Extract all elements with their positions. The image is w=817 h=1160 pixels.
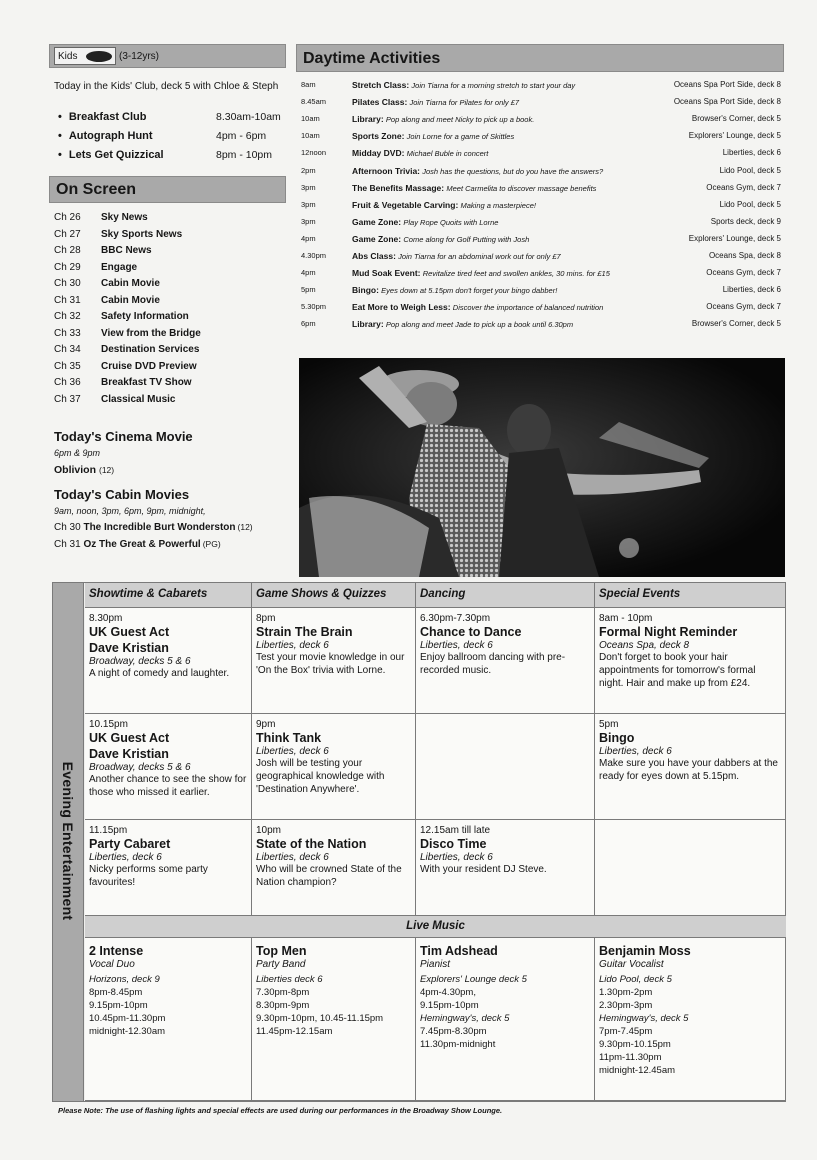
event-name: Party Cabaret [89, 837, 171, 851]
daytime-location: Liberties, deck 6 [722, 285, 781, 295]
event-location: Oceans Spa, deck 8 [599, 640, 690, 651]
event-time: 9pm [256, 719, 276, 730]
daytime-activity-name: Game Zone: [352, 216, 402, 227]
live-music-header: Live Music [85, 916, 786, 938]
act-time: 11.45pm-12.15am [256, 1026, 333, 1037]
daytime-time: 3pm [301, 199, 316, 209]
act-time: 4pm-4.30pm, [420, 987, 476, 998]
event-time: 10.15pm [89, 719, 128, 730]
daytime-activity-name: Afternoon Trivia: [352, 165, 421, 176]
cabin-film-rating: (12) [237, 522, 253, 532]
act-venue: Hemingway's, deck 5 [599, 1013, 689, 1024]
act-time: 10.45pm-11.30pm [89, 1013, 166, 1024]
channel-number: Ch 37 [54, 393, 81, 405]
evening-entertainment [52, 582, 786, 1102]
event-description: With your resident DJ Steve. [420, 864, 547, 875]
act-time: 9.15pm-10pm [89, 1000, 148, 1011]
cinema-film-name: Oblivion [54, 464, 96, 476]
act-time: 8.30pm-9pm [256, 1000, 310, 1011]
channel-row [54, 377, 192, 388]
daytime-row [301, 234, 781, 244]
daytime-location: Explorers' Lounge, deck 5 [688, 233, 781, 243]
act-role: Guitar Vocalist [599, 959, 664, 970]
event-time: 8am - 10pm [599, 613, 653, 624]
act-name: 2 Intense [89, 944, 144, 958]
daytime-activity-name: Library: [352, 319, 384, 330]
act-role: Party Band [256, 959, 306, 970]
daytime-activity [352, 268, 706, 278]
event-name: UK Guest Act [89, 625, 170, 639]
event-location: Liberties, deck 6 [256, 640, 329, 651]
daytime-activity [352, 234, 689, 244]
channel-name: Sky News [101, 212, 148, 223]
daytime-activity-desc: Making a masterpiece! [460, 200, 536, 210]
evening-column-header: Showtime & Cabarets [85, 583, 252, 608]
daytime-activity [352, 200, 720, 210]
event-name: Disco Time [420, 837, 487, 851]
evening-event-cell [416, 608, 595, 714]
event-description: Test your movie knowledge in our 'On the Box' trivia with Lorne. [256, 652, 405, 676]
event-time: 12.15am till late [420, 825, 491, 836]
daytime-row [301, 302, 781, 312]
evening-event-cell [595, 714, 786, 820]
daytime-activity-name: Library: [352, 114, 384, 125]
daytime-activity-name: Mud Soak Event: [352, 268, 421, 279]
evening-event-cell [252, 608, 416, 714]
daytime-activity [352, 114, 692, 124]
event-location: Liberties, deck 6 [420, 640, 493, 651]
cinema-film-rating: (12) [99, 465, 115, 475]
daytime-time: 10am [301, 114, 320, 124]
channel-row [54, 295, 160, 306]
footnote: Please Note: The use of flashing lights and special effects are used during our performances in the Broadway Show Lounge. [58, 1106, 503, 1115]
daytime-row [301, 166, 781, 176]
daytime-row [301, 217, 781, 227]
daytime-activity [352, 251, 709, 261]
daytime-activity-desc: Join Lorne for a game of Skittles [406, 132, 515, 142]
live-music-act [416, 938, 595, 1101]
daytime-location: Explorers' Lounge, deck 5 [688, 131, 781, 141]
daytime-location: Browser's Corner, deck 5 [691, 319, 781, 329]
act-time: 11pm-11.30pm [599, 1052, 662, 1063]
act-time: 7.45pm-8.30pm [420, 1026, 487, 1037]
act-time: 9.15pm-10pm [420, 1000, 479, 1011]
daytime-activity [352, 319, 692, 329]
event-location: Liberties, deck 6 [256, 852, 329, 863]
channel-name: Cruise DVD Preview [101, 360, 197, 372]
daytime-activity-desc: Pop along and meet Jade to pick up a book until 6.30pm [385, 320, 574, 330]
daytime-activity [352, 302, 706, 312]
kids-logo-text: Kids [58, 50, 78, 62]
event-description: Make sure you have your dabbers at the ready for eyes down at 5.15pm. [599, 758, 778, 782]
live-music-act [85, 938, 252, 1101]
daytime-time: 3pm [301, 182, 316, 192]
daytime-time: 6pm [301, 319, 316, 329]
daytime-activity-name: Stretch Class: [352, 80, 410, 90]
daytime-time: 8.45am [301, 97, 327, 107]
cabin-film-rating: (PG) [202, 539, 221, 549]
daytime-activity-name: Eat More to Weigh Less: [352, 302, 451, 313]
kids-item [58, 130, 284, 142]
daytime-time: 12noon [301, 148, 327, 158]
daytime-activity-desc: Pop along and meet Nicky to pick up a book. [385, 115, 535, 125]
dancer-photo [299, 358, 785, 577]
live-music-act [595, 938, 786, 1101]
cinema-movie-title: Today's Cinema Movie [54, 429, 193, 444]
daytime-location: Oceans Spa Port Side, deck 8 [673, 80, 781, 89]
daytime-location: Sports deck, deck 9 [710, 216, 781, 226]
kids-item [58, 111, 284, 123]
event-location: Broadway, decks 5 & 6 [89, 762, 191, 773]
daytime-activity-desc: Michael Buble in concert [406, 149, 489, 159]
channel-name: Cabin Movie [101, 278, 160, 289]
daytime-activity-name: The Benefits Massage: [352, 182, 445, 193]
channel-row [54, 212, 148, 223]
evening-column-header: Special Events [595, 583, 786, 608]
channel-row [54, 394, 175, 405]
daytime-time: 4pm [301, 268, 316, 278]
daytime-location: Lido Pool, deck 5 [719, 165, 781, 175]
daytime-location: Oceans Gym, deck 7 [706, 182, 781, 192]
kids-item-time: 8pm - 10pm [216, 149, 273, 161]
daytime-location: Lido Pool, deck 5 [719, 199, 781, 209]
daytime-time: 5.30pm [301, 302, 327, 312]
event-location: Liberties, deck 6 [256, 746, 329, 757]
act-name: Top Men [256, 944, 307, 958]
daytime-activity [352, 285, 723, 295]
act-role: Vocal Duo [89, 959, 135, 970]
daytime-activity-desc: Meet Carmelita to discover massage benefits [446, 183, 597, 193]
act-time: midnight-12.30am [89, 1026, 166, 1037]
evening-event-cell [85, 714, 252, 820]
act-venue: Explorers' Lounge deck 5 [420, 974, 527, 985]
event-name: Think Tank [256, 731, 322, 745]
kids-club-header [49, 44, 286, 68]
daytime-location: Browser's Corner, deck 5 [691, 114, 781, 124]
channel-number: Ch 35 [54, 360, 81, 372]
kids-item-time: 4pm - 6pm [216, 130, 267, 142]
daytime-time: 3pm [301, 216, 316, 226]
act-time: 11.30pm-midnight [420, 1039, 496, 1050]
daytime-row [301, 183, 781, 193]
channel-number: Ch 33 [54, 327, 81, 339]
live-music-act [252, 938, 416, 1101]
act-time: 2.30pm-3pm [599, 1000, 653, 1011]
daytime-activity-desc: Eyes down at 5.15pm don't forget your bingo dabber! [381, 286, 558, 296]
act-time: 9.30pm-10pm, 10.45-11.15pm [256, 1013, 384, 1024]
daytime-activity-desc: Join Tiarna for an abdominal work out for only £7 [398, 252, 561, 261]
channel-name: BBC News [101, 245, 152, 256]
kids-logo-mark-icon [86, 51, 112, 62]
event-performer: Dave Kristian [89, 641, 169, 655]
daytime-activity [352, 80, 674, 90]
kids-item-time: 8.30am-10am [216, 111, 281, 123]
daytime-time: 5pm [301, 285, 316, 295]
act-venue: Horizons, deck 9 [89, 974, 160, 985]
event-time: 10pm [256, 825, 282, 836]
evening-event-cell [252, 714, 416, 820]
event-description: Josh will be testing your geographical knowledge with 'Destination Anywhere'. [256, 758, 385, 795]
cabin-film-channel: Ch 31 [54, 539, 81, 550]
act-role: Pianist [420, 959, 451, 970]
daytime-activity-desc: Josh has the questions, but do you have the answers? [422, 166, 604, 176]
daytime-activity-name: Pilates Class: [352, 97, 408, 108]
event-time: 11.15pm [89, 825, 128, 836]
event-description: Who will be crowned State of the Nation champion? [256, 864, 402, 888]
daytime-time: 4.30pm [301, 251, 327, 260]
event-description: A night of comedy and laughter. [89, 668, 230, 679]
evening-event-cell [595, 820, 786, 916]
daytime-location: Oceans Gym, deck 7 [706, 302, 781, 312]
daytime-activity-name: Abs Class: [352, 251, 396, 261]
daytime-row [301, 251, 781, 261]
cabin-film [54, 522, 253, 533]
cabin-film-name: Oz The Great & Powerful [83, 539, 201, 550]
channel-row [54, 344, 199, 355]
evening-event-cell [85, 820, 252, 916]
channel-row [54, 245, 152, 256]
daytime-location: Liberties, deck 6 [722, 148, 781, 158]
event-name: Chance to Dance [420, 625, 522, 639]
daytime-activities-header: Daytime Activities [296, 44, 784, 72]
channel-number: Ch 32 [54, 311, 81, 322]
event-location: Liberties, deck 6 [420, 852, 493, 863]
event-description: Nicky performs some party favourites! [89, 864, 208, 888]
channel-name: Safety Information [101, 311, 189, 322]
daytime-activity-desc: Join Tiarna for Pilates for only £7 [409, 98, 520, 108]
cabin-film [54, 539, 221, 550]
event-name: Bingo [599, 731, 635, 745]
channel-name: Destination Services [101, 344, 200, 355]
event-name: Strain The Brain [256, 625, 353, 639]
daytime-activity-desc: Join Tiarna for a morning stretch to start your day [411, 81, 576, 90]
channel-number: Ch 34 [54, 344, 81, 355]
daytime-activity [352, 97, 674, 107]
daytime-activity [352, 131, 689, 141]
daytime-activity-name: Bingo: [352, 285, 379, 296]
event-name: Formal Night Reminder [599, 625, 738, 639]
daytime-activity-desc: Come along for Golf Putting with Josh [403, 234, 530, 244]
daytime-row [301, 148, 781, 158]
cabin-film-channel: Ch 30 [54, 522, 81, 533]
event-time: 8pm [256, 613, 276, 624]
daytime-activity-name: Fruit & Vegetable Carving: [352, 199, 459, 210]
evening-column-header: Game Shows & Quizzes [252, 583, 416, 608]
evening-event-cell [595, 608, 786, 714]
act-time: 7.30pm-8pm [256, 987, 310, 998]
kids-item-name: • Autograph Hunt [58, 130, 216, 142]
channel-number: Ch 30 [54, 278, 81, 289]
event-name: State of the Nation [256, 837, 367, 851]
channel-number: Ch 31 [54, 294, 81, 306]
daytime-activity-desc: Revitalize tired feet and swollen ankles, 30 mins. for £15 [422, 269, 610, 279]
event-time: 8.30pm [89, 613, 123, 624]
event-name: UK Guest Act [89, 731, 170, 745]
daytime-activity-name: Sports Zone: [352, 131, 405, 142]
act-venue: Liberties deck 6 [256, 974, 323, 985]
channel-name: Cabin Movie [101, 294, 160, 306]
act-time: 9.30pm-10.15pm [599, 1039, 671, 1050]
event-time: 6.30pm-7.30pm [420, 613, 491, 624]
cabin-film-name: The Incredible Burt Wonderston [83, 522, 236, 533]
channel-number: Ch 28 [54, 245, 81, 256]
evening-event-cell [85, 608, 252, 714]
daytime-row [301, 114, 781, 124]
channel-row [54, 229, 182, 240]
cinema-movie-times: 6pm & 9pm [54, 448, 101, 458]
channel-row [54, 361, 197, 372]
daytime-time: 2pm [301, 165, 316, 175]
act-name: Tim Adshead [420, 944, 498, 958]
cabin-movies-title: Today's Cabin Movies [54, 487, 190, 502]
evening-event-cell [416, 820, 595, 916]
event-location: Broadway, decks 5 & 6 [89, 656, 191, 667]
daytime-activity [352, 148, 723, 158]
channel-number: Ch 29 [54, 261, 81, 273]
daytime-activity-name: Game Zone: [352, 233, 402, 244]
channel-number: Ch 26 [54, 212, 81, 223]
evening-entertainment-label: Evening Entertainment [60, 761, 76, 921]
act-time: midnight-12.45am [599, 1065, 676, 1076]
daytime-location: Oceans Spa, deck 8 [708, 251, 781, 260]
channel-row [54, 278, 160, 289]
evening-event-cell [416, 714, 595, 820]
daytime-location: Oceans Gym, deck 7 [706, 268, 781, 278]
daytime-activity-desc: Play Rope Quoits with Lorne [403, 217, 499, 227]
daytime-row [301, 97, 781, 107]
evening-column-header: Dancing [416, 583, 595, 608]
daytime-time: 8am [301, 80, 316, 89]
daytime-row [301, 200, 781, 210]
daytime-activity [352, 183, 706, 193]
daytime-activity-name: Midday DVD: [352, 148, 405, 159]
kids-age-range: (3-12yrs) [119, 50, 160, 62]
daytime-activity [352, 217, 711, 227]
channel-number: Ch 36 [54, 377, 81, 388]
channel-row [54, 262, 137, 273]
channel-number: Ch 27 [54, 228, 81, 240]
daytime-activity-desc: Discover the importance of balanced nutrition [452, 303, 604, 313]
act-time: 8pm-8.45pm [89, 987, 143, 998]
daytime-row [301, 131, 781, 141]
evening-event-cell [252, 820, 416, 916]
cinema-movie-film [54, 464, 114, 476]
channel-name: Engage [101, 261, 138, 273]
channel-row [54, 311, 189, 322]
daytime-row [301, 80, 781, 90]
on-screen-header: On Screen [49, 176, 286, 203]
act-venue: Lido Pool, deck 5 [599, 974, 672, 985]
daytime-time: 10am [301, 131, 320, 141]
evening-side-bar [53, 583, 84, 1101]
channel-name: View from the Bridge [101, 327, 201, 339]
kids-item-name: • Lets Get Quizzical [58, 149, 216, 161]
kids-item-name: • Breakfast Club [58, 111, 216, 123]
event-time: 5pm [599, 719, 619, 730]
channel-name: Classical Music [101, 393, 176, 405]
cabin-movies-times: 9am, noon, 3pm, 6pm, 9pm, midnight, [54, 506, 206, 516]
channel-name: Breakfast TV Show [101, 377, 192, 388]
act-time: 7pm-7.45pm [599, 1026, 653, 1037]
channel-row [54, 328, 201, 339]
channel-name: Sky Sports News [101, 228, 183, 240]
kids-intro: Today in the Kids' Club, deck 5 with Chloe & Steph [54, 81, 279, 92]
act-name: Benjamin Moss [599, 944, 691, 958]
daytime-location: Oceans Spa Port Side, deck 8 [673, 97, 781, 107]
event-description: Don't forget to book your hair appointments for tomorrow's formal night. Hair and make up from £24. [599, 652, 756, 689]
kids-item [58, 149, 284, 161]
act-venue: Hemingway's, deck 5 [420, 1013, 510, 1024]
event-location: Liberties, deck 6 [599, 746, 672, 757]
daytime-row [301, 319, 781, 329]
event-description: Enjoy ballroom dancing with pre-recorded music. [420, 652, 566, 676]
event-location: Liberties, deck 6 [89, 852, 162, 863]
event-performer: Dave Kristian [89, 747, 169, 761]
act-time: 1.30pm-2pm [599, 987, 653, 998]
dancer-photo-image [299, 358, 785, 577]
daytime-time: 4pm [301, 233, 316, 243]
daytime-activity [352, 166, 720, 176]
kids-logo [54, 47, 116, 65]
daytime-row [301, 285, 781, 295]
daytime-row [301, 268, 781, 278]
event-description: Another chance to see the show for those who missed it earlier. [89, 774, 247, 798]
